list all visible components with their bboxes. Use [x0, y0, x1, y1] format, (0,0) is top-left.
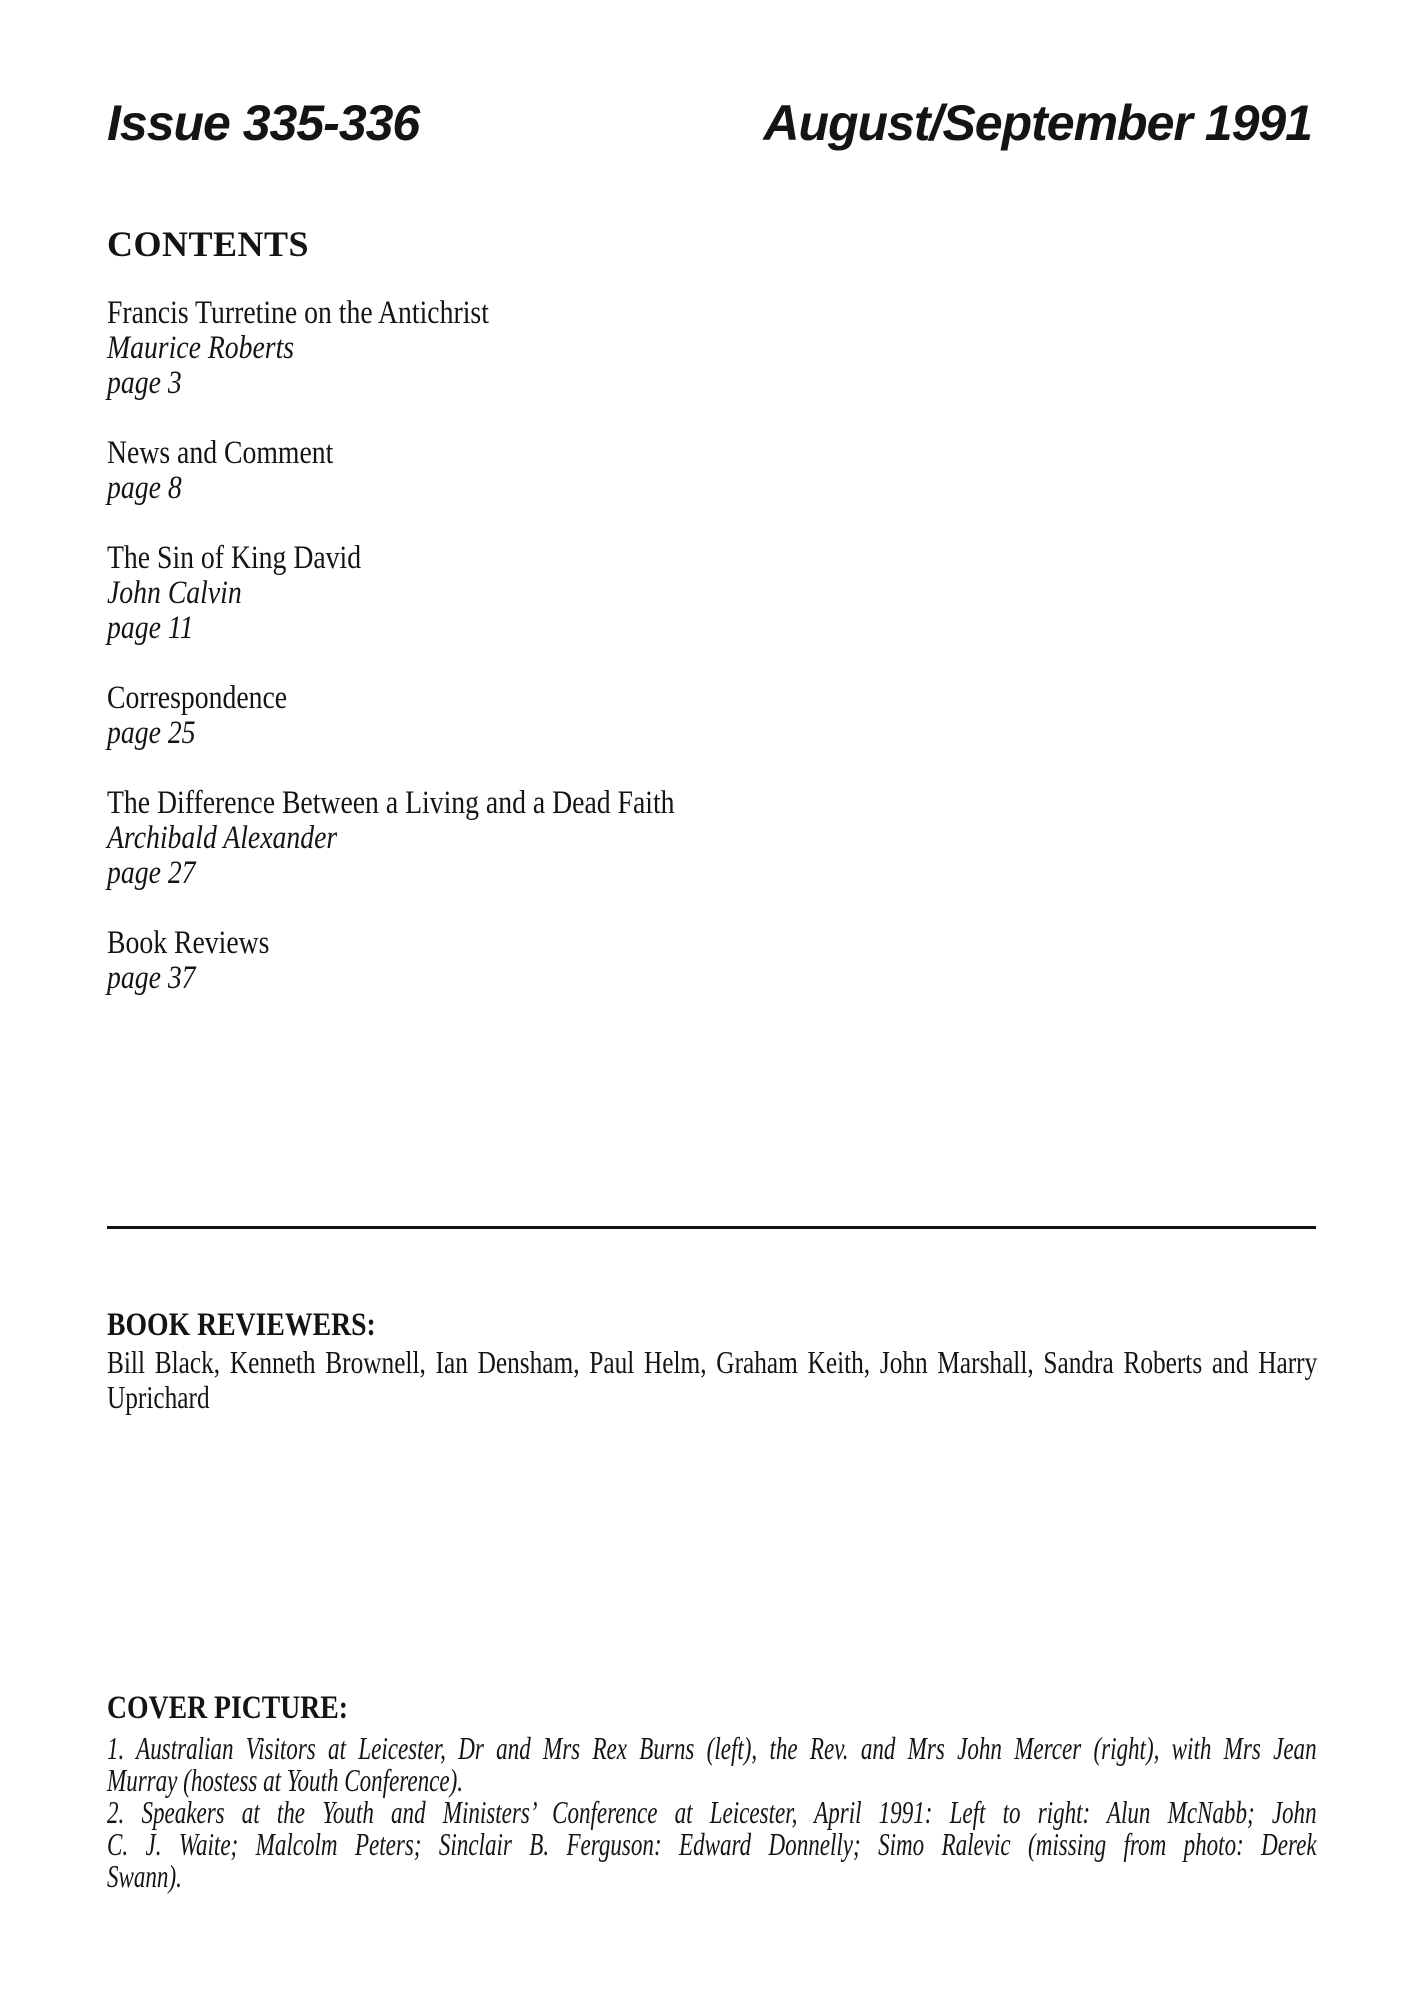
- caption-line: 2. Speakers at the Youth and Ministers’ Conference at Leicester, April 1991: Left to right: Alun McNabb; John: [107, 1794, 1317, 1830]
- issue-header: [107, 96, 1312, 150]
- toc-entry-title: Book Reviews: [107, 925, 270, 961]
- horizontal-divider: [107, 1226, 1316, 1229]
- toc-entry-title: Correspondence: [107, 680, 288, 716]
- toc-entry-title: The Sin of King David: [107, 540, 362, 576]
- book-reviewers-names: [107, 1345, 1317, 1415]
- toc-entry: [107, 296, 762, 401]
- book-reviewers-heading: BOOK REVIEWERS:: [107, 1307, 376, 1343]
- toc-entry-page: page 27: [107, 855, 196, 891]
- cover-picture-heading: COVER PICTURE:: [107, 1690, 349, 1726]
- toc-entry-page: page 3: [107, 365, 182, 401]
- table-of-contents: [107, 296, 762, 1031]
- toc-entry-title: News and Comment: [107, 435, 334, 471]
- toc-entry-page: page 8: [107, 470, 182, 506]
- toc-entry-page: page 25: [107, 715, 196, 751]
- toc-entry-title: The Difference Between a Living and a Dead Faith: [107, 785, 675, 821]
- toc-entry: [107, 681, 762, 751]
- caption-line: 1. Australian Visitors at Leicester, Dr and Mrs Rex Burns (left), the Rev. and Mrs John Mercer (right), with Mrs Jean: [107, 1730, 1317, 1766]
- toc-entry: [107, 786, 762, 891]
- toc-entry-page: page 11: [107, 610, 194, 646]
- cover-picture-caption: [107, 1732, 1317, 1892]
- toc-entry-page: page 37: [107, 960, 196, 996]
- issue-date: August/September 1991: [763, 95, 1312, 151]
- contents-heading: CONTENTS: [107, 224, 310, 264]
- caption-line: C. J. Waite; Malcolm Peters; Sinclair B. Ferguson: Edward Donnelly; Simo Ralevic (missing from photo: Derek: [107, 1826, 1317, 1862]
- reviewers-line: Uprichard: [107, 1379, 210, 1415]
- caption-line: Murray (hostess at Youth Conference).: [107, 1762, 464, 1798]
- toc-entry-author: Archibald Alexander: [107, 820, 338, 856]
- reviewers-line: Bill Black, Kenneth Brownell, Ian Densham, Paul Helm, Graham Keith, John Marshall, Sandra Roberts and Harry: [107, 1344, 1318, 1380]
- caption-line: Swann).: [107, 1858, 182, 1894]
- toc-entry-author: Maurice Roberts: [107, 330, 295, 366]
- toc-entry-author: John Calvin: [107, 575, 242, 611]
- toc-entry: [107, 926, 762, 996]
- toc-entry: [107, 436, 762, 506]
- toc-entry: [107, 541, 762, 646]
- issue-number: Issue 335-336: [107, 95, 420, 151]
- toc-entry-title: Francis Turretine on the Antichrist: [107, 295, 489, 331]
